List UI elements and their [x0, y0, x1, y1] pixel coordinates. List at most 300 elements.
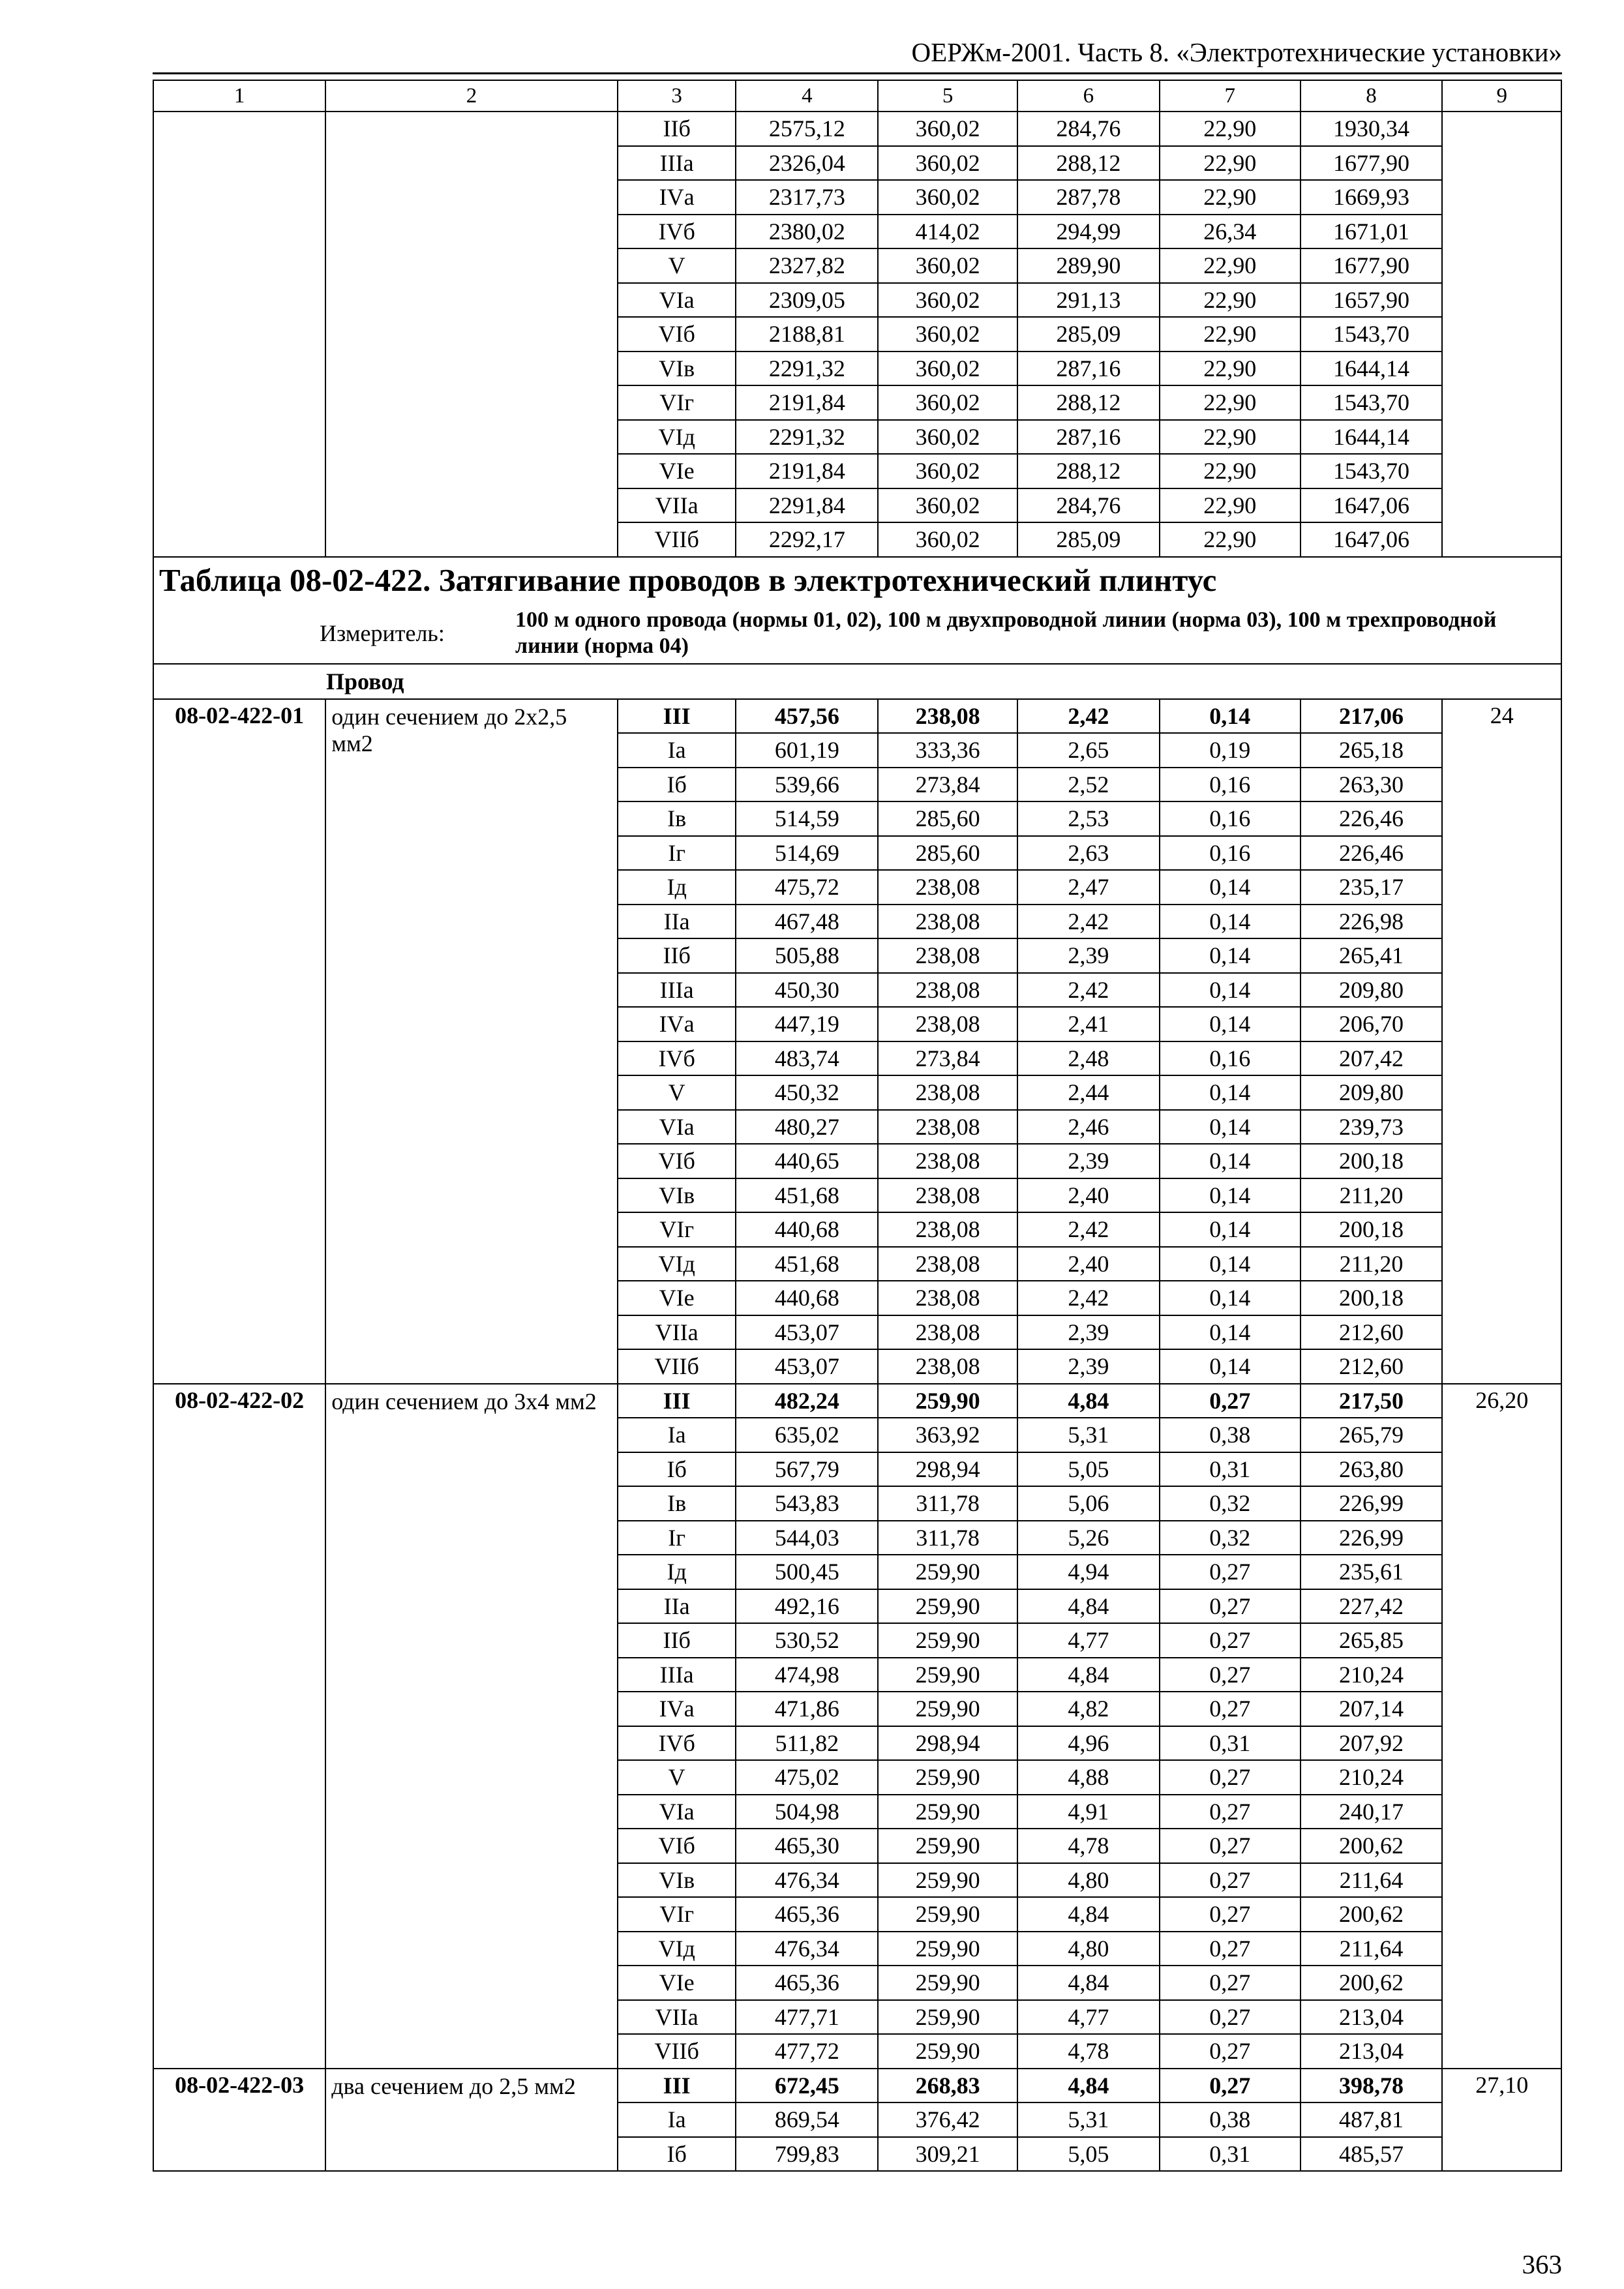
- value-cell: 238,08: [878, 1007, 1017, 1041]
- value-cell: 360,02: [878, 317, 1017, 352]
- value-cell: 0,14: [1160, 973, 1301, 1008]
- value-cell: 544,03: [736, 1521, 878, 1555]
- zone-cell: VIв: [618, 352, 736, 386]
- value-cell: 207,92: [1301, 1726, 1443, 1761]
- table-title-row: [153, 557, 1561, 603]
- value-cell: 0,14: [1160, 1075, 1301, 1110]
- value-cell: 363,92: [878, 1418, 1017, 1452]
- value-cell: 235,17: [1301, 870, 1443, 905]
- zone-cell: VIб: [618, 317, 736, 352]
- value-cell: 635,02: [736, 1418, 878, 1452]
- value-cell: 0,14: [1160, 1247, 1301, 1281]
- zone-cell: Iб: [618, 768, 736, 802]
- value-cell: 0,19: [1160, 733, 1301, 768]
- column-number: 5: [878, 80, 1017, 112]
- value-cell: 259,90: [878, 1623, 1017, 1658]
- value-cell: 238,08: [878, 938, 1017, 973]
- value-cell: 1543,70: [1301, 317, 1443, 352]
- zone-cell: III: [618, 2069, 736, 2103]
- measure-row: [153, 603, 1561, 664]
- value-cell: 2,40: [1017, 1247, 1160, 1281]
- value-cell: 200,18: [1301, 1144, 1443, 1178]
- zone-cell: IVб: [618, 1041, 736, 1076]
- value-cell: 265,79: [1301, 1418, 1443, 1452]
- value-cell: 238,08: [878, 1075, 1017, 1110]
- value-cell: 22,90: [1160, 385, 1301, 420]
- value-cell: 539,66: [736, 768, 878, 802]
- value-cell: 207,42: [1301, 1041, 1443, 1076]
- value-cell: 22,90: [1160, 112, 1301, 146]
- value-cell: 1543,70: [1301, 385, 1443, 420]
- value-cell: 200,62: [1301, 1966, 1443, 2000]
- value-cell: 4,80: [1017, 1863, 1160, 1898]
- value-cell: 226,99: [1301, 1486, 1443, 1521]
- zone-cell: VIв: [618, 1863, 736, 1898]
- zone-cell: VIе: [618, 1966, 736, 2000]
- zone-cell: IIIа: [618, 146, 736, 181]
- value-cell: 4,84: [1017, 1897, 1160, 1932]
- zone-cell: IVб: [618, 1726, 736, 1761]
- zone-cell: III: [618, 699, 736, 734]
- table-title: Таблица 08-02-422. Затягивание проводов в электротехнический плинтус: [153, 557, 1561, 603]
- value-cell: 487,81: [1301, 2102, 1443, 2137]
- zone-cell: VIIб: [618, 1349, 736, 1384]
- value-cell: 440,65: [736, 1144, 878, 1178]
- value-cell: 450,30: [736, 973, 878, 1008]
- value-cell: 0,14: [1160, 1212, 1301, 1247]
- value-cell: 2309,05: [736, 283, 878, 318]
- value-cell: 543,83: [736, 1486, 878, 1521]
- zone-cell: Iб: [618, 1452, 736, 1487]
- value-cell: 360,02: [878, 420, 1017, 455]
- value-cell: 2317,73: [736, 180, 878, 215]
- value-cell: 1647,06: [1301, 488, 1443, 523]
- value-cell: 376,42: [878, 2102, 1017, 2137]
- value-cell: 0,16: [1160, 768, 1301, 802]
- value-cell: 226,46: [1301, 801, 1443, 836]
- value-cell: 5,05: [1017, 2137, 1160, 2172]
- table-row: [153, 112, 1561, 146]
- zone-cell: VIд: [618, 420, 736, 455]
- value-cell: 287,16: [1017, 352, 1160, 386]
- value-cell: 263,30: [1301, 768, 1443, 802]
- value-cell: 467,48: [736, 905, 878, 939]
- blank-cell: [153, 112, 325, 557]
- value-cell: 480,27: [736, 1110, 878, 1144]
- value-cell: 4,82: [1017, 1692, 1160, 1726]
- value-cell: 453,07: [736, 1315, 878, 1350]
- value-cell: 285,60: [878, 801, 1017, 836]
- value-cell: 5,31: [1017, 1418, 1160, 1452]
- value-cell: 0,27: [1160, 1897, 1301, 1932]
- value-cell: 207,14: [1301, 1692, 1443, 1726]
- value-cell: 259,90: [878, 1589, 1017, 1624]
- page-number: 363: [1522, 2249, 1562, 2279]
- value-cell: 22,90: [1160, 420, 1301, 455]
- value-cell: 288,12: [1017, 385, 1160, 420]
- value-cell: 447,19: [736, 1007, 878, 1041]
- value-cell: 465,30: [736, 1829, 878, 1863]
- value-cell: 440,68: [736, 1281, 878, 1315]
- value-cell: 287,16: [1017, 420, 1160, 455]
- value-cell: 294,99: [1017, 215, 1160, 249]
- value-cell: 4,77: [1017, 1623, 1160, 1658]
- value-cell: 238,08: [878, 1349, 1017, 1384]
- value-cell: 259,90: [878, 1863, 1017, 1898]
- zone-cell: IIа: [618, 905, 736, 939]
- value-cell: 398,78: [1301, 2069, 1443, 2103]
- value-cell: 240,17: [1301, 1795, 1443, 1829]
- zone-cell: Iд: [618, 870, 736, 905]
- value-cell: 500,45: [736, 1555, 878, 1589]
- value-cell: 0,27: [1160, 1863, 1301, 1898]
- zone-cell: IVб: [618, 215, 736, 249]
- value-cell: 5,05: [1017, 1452, 1160, 1487]
- value-cell: 238,08: [878, 973, 1017, 1008]
- value-cell: 0,27: [1160, 1692, 1301, 1726]
- value-cell: 0,14: [1160, 699, 1301, 734]
- value-cell: 209,80: [1301, 1075, 1443, 1110]
- value-cell: 2,42: [1017, 699, 1160, 734]
- value-cell: 226,98: [1301, 905, 1443, 939]
- value-cell: 2,46: [1017, 1110, 1160, 1144]
- value-cell: 2291,84: [736, 488, 878, 523]
- value-cell: 259,90: [878, 2034, 1017, 2069]
- value-cell: 238,08: [878, 1212, 1017, 1247]
- value-cell: 2,48: [1017, 1041, 1160, 1076]
- value-cell: 22,90: [1160, 488, 1301, 523]
- section-row: [153, 664, 1561, 699]
- value-cell: 22,90: [1160, 352, 1301, 386]
- value-cell: 2,39: [1017, 1144, 1160, 1178]
- zone-cell: III: [618, 1384, 736, 1418]
- value-cell: 259,90: [878, 1966, 1017, 2000]
- zone-cell: VIд: [618, 1247, 736, 1281]
- value-cell: 4,78: [1017, 2034, 1160, 2069]
- value-cell: 217,50: [1301, 1384, 1443, 1418]
- blank-cell: [1442, 112, 1561, 557]
- zone-cell: V: [618, 1075, 736, 1110]
- value-cell: 238,08: [878, 1144, 1017, 1178]
- value-cell: 4,96: [1017, 1726, 1160, 1761]
- value-cell: 1671,01: [1301, 215, 1443, 249]
- value-cell: 259,90: [878, 1932, 1017, 1966]
- zone-cell: Iв: [618, 801, 736, 836]
- column-number: 3: [618, 80, 736, 112]
- value-cell: 4,91: [1017, 1795, 1160, 1829]
- value-cell: 209,80: [1301, 973, 1443, 1008]
- value-cell: 2,42: [1017, 1281, 1160, 1315]
- value-cell: 284,76: [1017, 488, 1160, 523]
- value-cell: 0,14: [1160, 870, 1301, 905]
- value-cell: 289,90: [1017, 248, 1160, 283]
- value-cell: 2380,02: [736, 215, 878, 249]
- section-label: Провод: [153, 664, 1561, 699]
- value-cell: 414,02: [878, 215, 1017, 249]
- value-cell: 2,52: [1017, 768, 1160, 802]
- value-cell: 259,90: [878, 1795, 1017, 1829]
- value-cell: 235,61: [1301, 1555, 1443, 1589]
- zone-cell: Iв: [618, 1486, 736, 1521]
- value-cell: 238,08: [878, 699, 1017, 734]
- value-cell: 4,94: [1017, 1555, 1160, 1589]
- zone-cell: IIб: [618, 1623, 736, 1658]
- value-cell: 0,38: [1160, 1418, 1301, 1452]
- value-cell: 482,24: [736, 1384, 878, 1418]
- zone-cell: IVа: [618, 1692, 736, 1726]
- value-cell: 5,31: [1017, 2102, 1160, 2137]
- value-cell: 0,14: [1160, 1281, 1301, 1315]
- zone-cell: Iг: [618, 1521, 736, 1555]
- value-cell: 0,27: [1160, 2069, 1301, 2103]
- rates-table: [153, 80, 1562, 2172]
- zone-cell: IVа: [618, 180, 736, 215]
- value-cell: 259,90: [878, 2000, 1017, 2035]
- value-cell: 200,62: [1301, 1829, 1443, 1863]
- value-cell: 2,47: [1017, 870, 1160, 905]
- value-cell: 226,99: [1301, 1521, 1443, 1555]
- value-cell: 217,06: [1301, 699, 1443, 734]
- value-cell: 672,45: [736, 2069, 878, 2103]
- value-cell: 1647,06: [1301, 522, 1443, 557]
- norm-code: 08-02-422-02: [153, 1384, 325, 2069]
- value-cell: 475,72: [736, 870, 878, 905]
- value-cell: 0,27: [1160, 1829, 1301, 1863]
- value-cell: 2,39: [1017, 1315, 1160, 1350]
- value-cell: 285,09: [1017, 317, 1160, 352]
- zone-cell: VIе: [618, 454, 736, 488]
- value-cell: 238,08: [878, 1178, 1017, 1213]
- zone-cell: VIа: [618, 1795, 736, 1829]
- value-cell: 474,98: [736, 1658, 878, 1692]
- zone-cell: VIд: [618, 1932, 736, 1966]
- value-cell: 360,02: [878, 488, 1017, 523]
- value-cell: 0,27: [1160, 1623, 1301, 1658]
- value-cell: 0,27: [1160, 2034, 1301, 2069]
- value-cell: 1669,93: [1301, 180, 1443, 215]
- measure-cell: [153, 603, 1561, 664]
- zone-cell: VIб: [618, 1829, 736, 1863]
- zone-cell: VIг: [618, 1897, 736, 1932]
- value-cell: 477,72: [736, 2034, 878, 2069]
- value-cell: 239,73: [1301, 1110, 1443, 1144]
- value-cell: 22,90: [1160, 248, 1301, 283]
- value-cell: 22,90: [1160, 146, 1301, 181]
- value-cell: 1543,70: [1301, 454, 1443, 488]
- value-cell: 22,90: [1160, 283, 1301, 318]
- value-cell: 259,90: [878, 1897, 1017, 1932]
- value-cell: 4,88: [1017, 1760, 1160, 1795]
- value-cell: 476,34: [736, 1932, 878, 1966]
- value-cell: 2,39: [1017, 1349, 1160, 1384]
- zone-cell: VIб: [618, 1144, 736, 1178]
- value-cell: 285,60: [878, 836, 1017, 871]
- value-cell: 360,02: [878, 522, 1017, 557]
- value-cell: 0,16: [1160, 836, 1301, 871]
- value-cell: 0,27: [1160, 1658, 1301, 1692]
- zone-cell: V: [618, 248, 736, 283]
- value-cell: 263,80: [1301, 1452, 1443, 1487]
- column-number-row: [153, 80, 1561, 112]
- measure-block: [154, 603, 1561, 663]
- value-cell: 0,14: [1160, 1144, 1301, 1178]
- norm-name: два сечением до 2,5 мм2: [325, 2069, 618, 2172]
- value-cell: 505,88: [736, 938, 878, 973]
- zone-cell: Iг: [618, 836, 736, 871]
- value-cell: 4,77: [1017, 2000, 1160, 2035]
- value-cell: 211,20: [1301, 1247, 1443, 1281]
- value-cell: 259,90: [878, 1555, 1017, 1589]
- value-cell: 0,14: [1160, 1007, 1301, 1041]
- value-cell: 4,84: [1017, 1658, 1160, 1692]
- zone-cell: Iа: [618, 1418, 736, 1452]
- zone-cell: IVа: [618, 1007, 736, 1041]
- value-cell: 1657,90: [1301, 283, 1443, 318]
- value-cell: 0,16: [1160, 1041, 1301, 1076]
- value-cell: 0,27: [1160, 1555, 1301, 1589]
- zone-cell: Iа: [618, 2102, 736, 2137]
- column-number: 1: [153, 80, 325, 112]
- value-cell: 457,56: [736, 699, 878, 734]
- value-cell: 360,02: [878, 112, 1017, 146]
- value-cell: 0,27: [1160, 1384, 1301, 1418]
- value-cell: 360,02: [878, 352, 1017, 386]
- value-cell: 259,90: [878, 1384, 1017, 1418]
- value-cell: 360,02: [878, 146, 1017, 181]
- col9-value: 26,20: [1442, 1384, 1561, 2069]
- value-cell: 2188,81: [736, 317, 878, 352]
- zone-cell: VIIа: [618, 1315, 736, 1350]
- zone-cell: VIа: [618, 283, 736, 318]
- value-cell: 360,02: [878, 454, 1017, 488]
- value-cell: 530,52: [736, 1623, 878, 1658]
- value-cell: 4,84: [1017, 1589, 1160, 1624]
- column-number: 7: [1160, 80, 1301, 112]
- value-cell: 440,68: [736, 1212, 878, 1247]
- value-cell: 211,20: [1301, 1178, 1443, 1213]
- blank-cell: [325, 112, 618, 557]
- value-cell: 26,34: [1160, 215, 1301, 249]
- value-cell: 0,16: [1160, 801, 1301, 836]
- zone-cell: IIIа: [618, 1658, 736, 1692]
- value-cell: 265,41: [1301, 938, 1443, 973]
- norm-name: один сечением до 2х2,5 мм2: [325, 699, 618, 1384]
- value-cell: 22,90: [1160, 522, 1301, 557]
- value-cell: 4,80: [1017, 1932, 1160, 1966]
- table-body: [153, 80, 1561, 2171]
- value-cell: 451,68: [736, 1178, 878, 1213]
- value-cell: 311,78: [878, 1521, 1017, 1555]
- value-cell: 22,90: [1160, 317, 1301, 352]
- value-cell: 567,79: [736, 1452, 878, 1487]
- value-cell: 284,76: [1017, 112, 1160, 146]
- value-cell: 360,02: [878, 180, 1017, 215]
- value-cell: 210,24: [1301, 1658, 1443, 1692]
- value-cell: 5,26: [1017, 1521, 1160, 1555]
- value-cell: 285,09: [1017, 522, 1160, 557]
- value-cell: 200,18: [1301, 1212, 1443, 1247]
- zone-cell: IIб: [618, 938, 736, 973]
- value-cell: 2,41: [1017, 1007, 1160, 1041]
- value-cell: 238,08: [878, 1315, 1017, 1350]
- value-cell: 485,57: [1301, 2137, 1443, 2172]
- value-cell: 298,94: [878, 1726, 1017, 1761]
- value-cell: 465,36: [736, 1897, 878, 1932]
- value-cell: 227,42: [1301, 1589, 1443, 1624]
- value-cell: 2,39: [1017, 938, 1160, 973]
- value-cell: 0,32: [1160, 1486, 1301, 1521]
- value-cell: 0,27: [1160, 2000, 1301, 2035]
- value-cell: 213,04: [1301, 2034, 1443, 2069]
- zone-cell: VIIб: [618, 522, 736, 557]
- value-cell: 288,12: [1017, 454, 1160, 488]
- value-cell: 471,86: [736, 1692, 878, 1726]
- column-number: 2: [325, 80, 618, 112]
- table-row: [153, 699, 1561, 734]
- value-cell: 450,32: [736, 1075, 878, 1110]
- value-cell: 2191,84: [736, 385, 878, 420]
- value-cell: 200,62: [1301, 1897, 1443, 1932]
- value-cell: 210,24: [1301, 1760, 1443, 1795]
- zone-cell: IIIа: [618, 973, 736, 1008]
- table-row: [153, 2069, 1561, 2103]
- value-cell: 200,18: [1301, 1281, 1443, 1315]
- value-cell: 238,08: [878, 870, 1017, 905]
- value-cell: 0,38: [1160, 2102, 1301, 2137]
- value-cell: 0,27: [1160, 1589, 1301, 1624]
- value-cell: 0,14: [1160, 1315, 1301, 1350]
- zone-cell: VIIа: [618, 2000, 736, 2035]
- value-cell: 309,21: [878, 2137, 1017, 2172]
- value-cell: 2326,04: [736, 146, 878, 181]
- measure-text: 100 м одного провода (нормы 01, 02), 100 м двухпроводной линии (норма 03), 100 м трехпроводной линии (норма 04): [515, 608, 1497, 658]
- value-cell: 265,85: [1301, 1623, 1443, 1658]
- value-cell: 869,54: [736, 2102, 878, 2137]
- value-cell: 514,69: [736, 836, 878, 871]
- value-cell: 1677,90: [1301, 146, 1443, 181]
- value-cell: 226,46: [1301, 836, 1443, 871]
- col9-value: 24: [1442, 699, 1561, 1384]
- value-cell: 298,94: [878, 1452, 1017, 1487]
- value-cell: 0,27: [1160, 1932, 1301, 1966]
- value-cell: 213,04: [1301, 2000, 1443, 2035]
- value-cell: 483,74: [736, 1041, 878, 1076]
- value-cell: 0,31: [1160, 2137, 1301, 2172]
- value-cell: 1677,90: [1301, 248, 1443, 283]
- value-cell: 273,84: [878, 768, 1017, 802]
- value-cell: 22,90: [1160, 454, 1301, 488]
- value-cell: 1644,14: [1301, 420, 1443, 455]
- norm-name: один сечением до 3х4 мм2: [325, 1384, 618, 2069]
- col9-value: 27,10: [1442, 2069, 1561, 2172]
- column-number: 8: [1301, 80, 1443, 112]
- zone-cell: IIа: [618, 1589, 736, 1624]
- value-cell: 511,82: [736, 1726, 878, 1761]
- value-cell: 2327,82: [736, 248, 878, 283]
- value-cell: 238,08: [878, 1247, 1017, 1281]
- value-cell: 238,08: [878, 1110, 1017, 1144]
- value-cell: 268,83: [878, 2069, 1017, 2103]
- value-cell: 0,27: [1160, 1795, 1301, 1829]
- value-cell: 0,27: [1160, 1966, 1301, 2000]
- value-cell: 311,78: [878, 1486, 1017, 1521]
- zone-cell: Iа: [618, 733, 736, 768]
- value-cell: 2,65: [1017, 733, 1160, 768]
- value-cell: 259,90: [878, 1760, 1017, 1795]
- value-cell: 477,71: [736, 2000, 878, 2035]
- value-cell: 0,14: [1160, 1110, 1301, 1144]
- value-cell: 453,07: [736, 1349, 878, 1384]
